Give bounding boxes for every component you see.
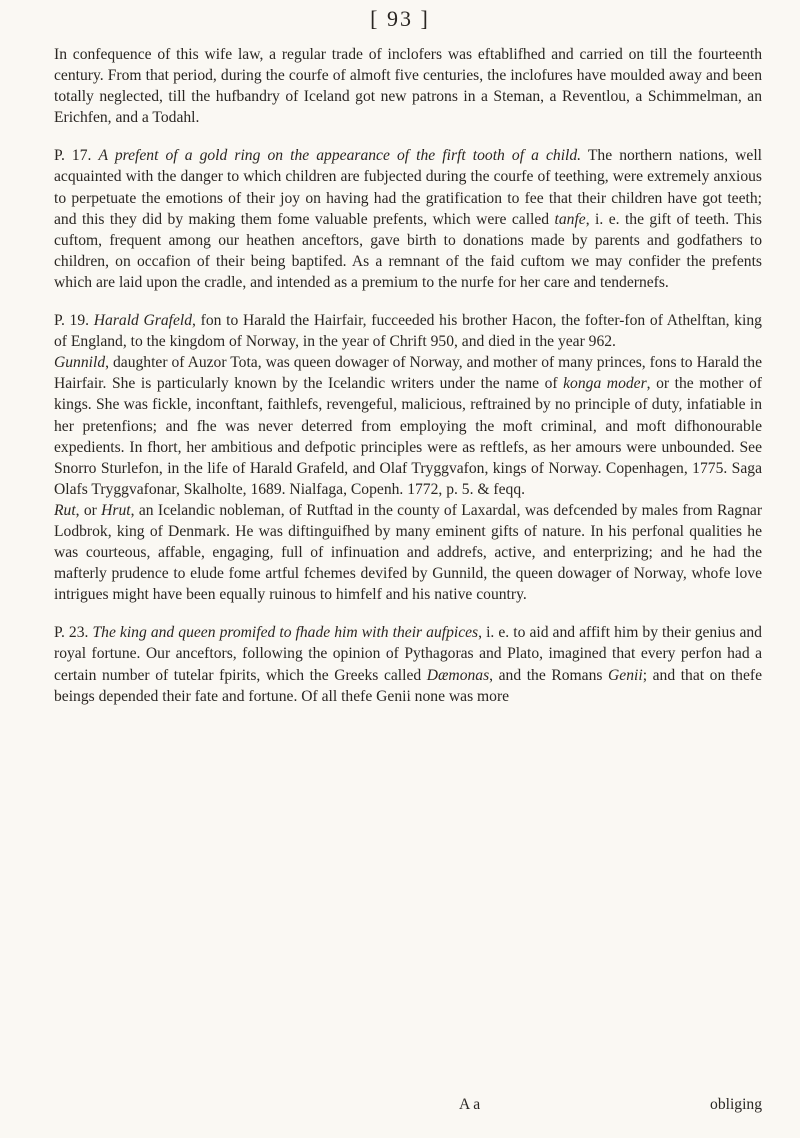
body-text [54, 44, 762, 707]
italic-run: Genii [608, 666, 643, 684]
text-run: , i. e. the gift of teeth. This cuftom, frequent among our heathen anceftors, gave birth to donations made by parents and godfathers to children, on occafion of their being baptifed. As a remnant of the faid cuftom we may confider the prefents which are laid upon the cradle, and intended as a premium to the nurfe for her care and tendernefs. [54, 210, 762, 291]
text-run: , daughter of Auzor Tota, was queen dowager of Norway, and mother of many princes, fons to Harald the Hairfair. She is particularly known by the Icelandic writers under the name of [54, 354, 762, 393]
italic-run: Dæmonas [426, 666, 490, 684]
italic-run: tanfe [554, 210, 586, 228]
text-run: , or the mother of kings. She was fickle, inconftant, faithlefs, revengeful, malicious, reftrained by no principle of duty, infatiable in her pretenfions; and fhe was never deterred from employing the moft criminal, and moft difhonourable expedients. In fhort, her ambitious and defpotic principles were as reftlefs, as her amours were unbounded. See Snorro Sturlefon, in the life of Harald Grafeld, and Olaf Tryggvafon, kings of Norway. Copenhagen, 1775. Saga Olafs Tryggvafonar, Skalholte, 1689. Nialfaga, Copenh. 1772, p. 5. & feqq. [54, 375, 762, 498]
text-run: , and the Romans [489, 666, 609, 684]
text-run: P. 23. [54, 624, 93, 642]
text-run: ; and that on thefe beings depended their fate and fortune. Of all thefe Genii none was more [54, 666, 762, 705]
italic-run: Rut [54, 501, 76, 519]
text-run: The northern nations, well acquainted with the danger to which children are fubjected during the courfe of teething, were extremely anxious to perpetuate the emotions of their joy on having had the gratification to fee that their children have got teeth; and this they did by making them fome valuable prefents, which were called [54, 147, 762, 228]
text-run: P. 17. [54, 147, 99, 165]
text-run: , or [75, 501, 102, 519]
italic-run: Hrut [101, 501, 131, 519]
italic-run: The king and queen promifed to fhade him with their aufpices [92, 624, 479, 642]
paragraph [54, 352, 762, 500]
italic-run: Harald Grafeld [93, 312, 193, 330]
italic-run: A prefent of a gold ring on the appearance of the firft tooth of a child. [98, 147, 582, 165]
paragraph [54, 500, 762, 605]
page-number: [ 93 ] [370, 6, 430, 31]
text-run: P. 19. [54, 312, 94, 330]
paragraph [54, 622, 762, 706]
paragraph [54, 310, 762, 352]
text-run: , fon to Harald the Hairfair, fucceeded his brother Hacon, the fofter-fon of Athelftan, king of England, to the kingdom of Norway, in the year of Chrift 950, and died in the year 962. [54, 312, 762, 351]
italic-run: konga moder [563, 375, 647, 393]
paragraph [54, 145, 762, 293]
signature-mark: A a [459, 1096, 481, 1113]
catchword: obliging [710, 1096, 762, 1113]
text-run: , i. e. to aid and affift him by their genius and royal fortune. Our anceftors, following the opinion of Pythagoras and Plato, imagined that every perfon had a certain number of tutelar fpirits, which the Greeks called [54, 624, 762, 684]
text-run: , an Icelandic nobleman, of Rutftad in the county of Laxardal, was defcended by males from Ragnar Lodbrok, king of Denmark. He was diftinguifhed by many eminent gifts of nature. In his perfonal qualities he was courteous, affable, engaging, full of infinuation and addrefs, active, and enterprizing; and he had the mafterly prudence to elude fome artful fchemes devifed by Gunnild, the queen dowager of Norway, whofe love intrigues might have been equally ruinous to himfelf and his native country. [54, 501, 763, 604]
page-footer [54, 1096, 762, 1118]
italic-run: Gunnild [54, 354, 106, 372]
paragraph [54, 44, 762, 128]
text-run: In confequence of this wife law, a regular trade of inclofers was eftablifhed and carried on till the fourteenth century. From that period, during the courfe of almoft five centuries, the inclofures have moulded away and been totally neglected, till the hufbandry of Iceland got new patrons in a Steman, a Reventlou, a Schimmelman, an Erichfen, and a Todahl. [54, 46, 762, 127]
